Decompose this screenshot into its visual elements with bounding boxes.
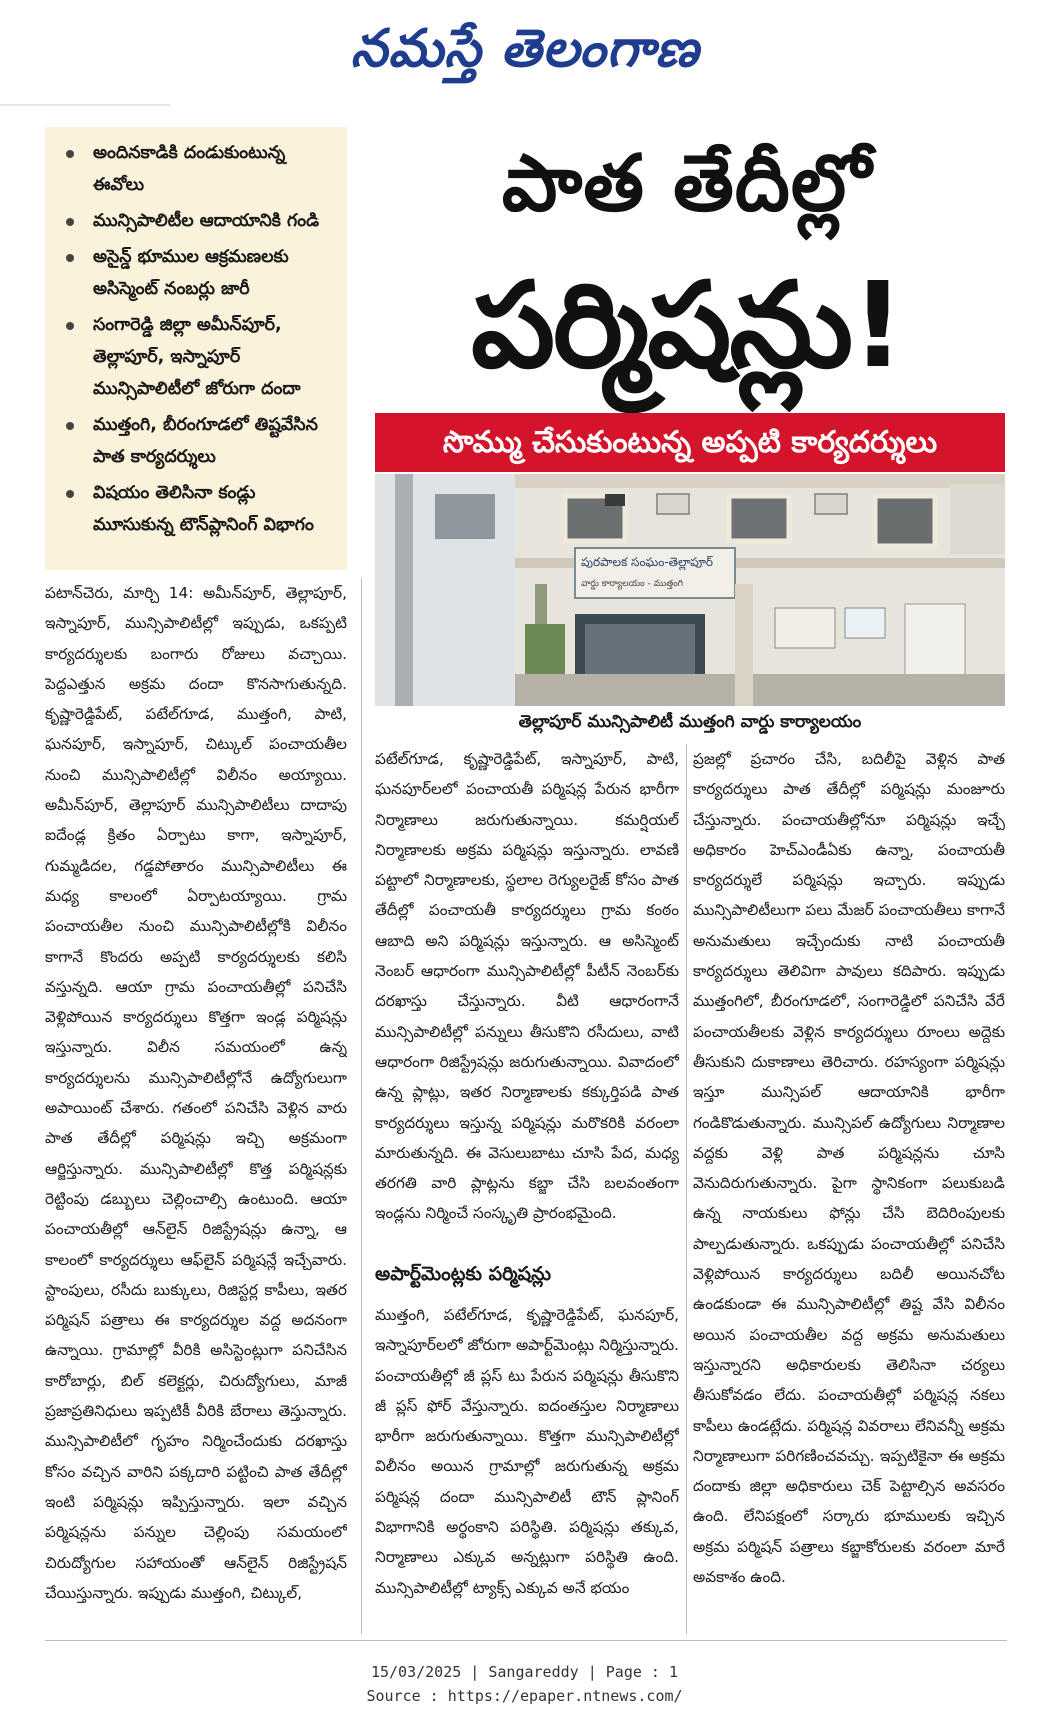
building-photo-illustration — [375, 474, 1005, 706]
highlight-text: సంగారెడ్డి జిల్లా అమీన్‌పూర్‌, తెల్లాపూర్‌, ఇస్నాపూర్‌ మున్సిపాలిటీలో జోరుగా దందా — [93, 315, 301, 399]
bottom-divider — [45, 1640, 1007, 1641]
bullet-icon — [66, 254, 74, 262]
bullet-icon — [66, 322, 74, 330]
photo-board-text-1: పురపాలక సంఘం-తెల్లాపూర్‌ — [581, 555, 714, 569]
bullet-icon — [66, 490, 74, 498]
highlight-item — [59, 477, 339, 541]
masthead-logo: నమస్తే తెలంగాణ — [350, 19, 700, 79]
headline-line-2: పర్మిషన్లు! — [471, 256, 903, 394]
highlight-text: మున్సిపాలిటీల ఆదాయానికి గండి — [93, 211, 320, 231]
divider — [0, 104, 170, 106]
headline-line-1: పాత తేదీల్లో — [501, 139, 873, 229]
footer-source-line: Source : https://epaper.ntnews.com/ — [366, 1687, 683, 1705]
highlight-item — [59, 309, 339, 405]
column-divider — [361, 578, 362, 1634]
article-column-3: ప్రజల్లో ప్రచారం చేసి, బదిలీపై వెళ్లిన పాత కార్యదర్శులు పాత తేదీల్లో పర్మిషన్లు మంజూరు చేస్తున్నారు. పంచాయతీల్లోనూ పర్మిషన్లు ఇచ్చే అధికారం హెచ్‌ఎండీఏకు ఉన్నా, పంచాయతీ కార్యదర్శులే పర్మిషన్లు ఇచ్చారు. ఇప్పుడు మున్సిపాలిటీలుగా పలు మేజర్‌ పంచాయతీలు కాగానే అనుమతులు ఇచ్చేందుకు నాటి పంచాయతీ కార్యదర్శులు తెలివిగా పావులు కదిపారు. ఇప్పుడు ముత్తంగిలో, బీరంగూడలో, సంగారెడ్డిలో పనిచేసి వేరే పంచాయతీలకు వెళ్లిన కార్యదర్శులు రూంలు అద్దెకు తీసుకుని దుకాణాలు తెరిచారు. రహస్యంగా పర్మిషన్లు ఇస్తూ మున్సిపల్‌ ఆదాయానికి భారీగా గండికొడుతున్నారు. మున్సిపల్‌ ఉద్యోగులు నిర్మాణాల వద్దకు వెళ్లి పాత పర్మిషన్లను చూసి వెనుదిరుగుతున్నారు. పైగా స్థానికంగా పలుకుబడి ఉన్న నాయకులు ఫోన్లు చేసి బెదిరింపులకు పాల్పడుతున్నారు. ఒకప్పుడు పంచాయతీల్లో పనిచేసి వెళ్లిపోయిన కార్యదర్శులు బదిలీ అయినచోట ఉండకుండా ఈ మున్సిపాలిటీల్లో తిష్ట వేసి విలీనం అయిన పంచాయతీల వద్ద అక్రమ అనుమతులు ఇస్తున్నారని అధికారులకు తెలిసినా చర్యలు తీసుకోవడం లేదు. పంచాయతీల్లో పర్మిషన్ల నకలు కాపీలు ఉండట్లేదు. పర్మిషన్ల వివరాలు లేనివన్నీ అక్రమ నిర్మాణాలుగా పరిగణించవచ్చు. ఇప్పటికైనా ఈ అక్రమ దందాకు జిల్లా అధికారులు చెక్‌ పెట్టాల్సిన అవసరం ఉంది. లేనిపక్షంలో సర్కారు భూములకు ఇచ్చిన అక్రమ పర్మిషన్‌ పత్రాలు కబ్జాకోరులకు వరంలా మారే అవకాశం ఉంది. — [693, 750, 1005, 1587]
article-column-2: పటేల్‌గూడ, కృష్ణారెడ్డిపేట్‌, ఇస్నాపూర్‌, పాటి, ఘనపూర్‌లలో పంచాయతీ పర్మిషన్ల పేరున భారీగా నిర్మాణాలు జరుగుతున్నాయి. కమర్షియల్‌ నిర్మాణాలకు అక్రమ పర్మిషన్లు ఇస్తున్నారు. లావణి పట్టాలో నిర్మాణాలకు, స్థలాల రెగ్యులరైజ్‌ కోసం పాత తేదీల్లో పంచాయతీ కార్యదర్శులు గ్రామ కంఠం ఆబాది అని పర్మిషన్లు ఇస్తున్నారు. ఆ అసిస్మెంట్‌ నెంబర్‌ ఆధారంగా మున్సిపాలిటీల్లో పీటీన్‌ నెంబర్‌కు దరఖాస్తు చేస్తున్నారు. వీటి ఆధారంగానే మున్సిపాలిటీల్లో పన్నులు తీసుకొని రసీదులు, వాటి ఆధారంగా రిజిస్ట్రేషన్లు జరుగుతున్నాయి. వివాదంలో ఉన్న ప్లాట్లు, ఇతర నిర్మాణాలకు కక్కుర్తిపడి పాత కార్యదర్శులు ఇస్తున్న పర్మిషన్లు మరొకరికి వరంలా మారుతున్నది. ఈ వెసులుబాటు చూసి పేద, మధ్య తరగతి వారి ప్లాట్లను కబ్జా చేసి బలవంతంగా ఇండ్లను నిర్మించే సంస్కృతి ప్రారంభమైంది. — [375, 750, 679, 1223]
highlight-item — [59, 409, 339, 473]
highlight-text: అందినకాడికి దండుకుంటున్న ఈవోలు — [93, 143, 286, 195]
highlights-box — [45, 127, 347, 570]
bullet-icon — [66, 150, 74, 158]
highlight-item — [59, 241, 339, 305]
photo-board-text-2: వార్డు కార్యాలయం - ముత్తంగి — [581, 579, 684, 589]
highlight-item — [59, 137, 339, 201]
article-column-2-continued: ముత్తంగి, పటేల్‌గూడ, కృష్ణారెడ్డిపేట్‌, ఘనపూర్‌, ఇస్నాపూర్‌లలో జోరుగా అపార్ట్‌మెంట్లు నిర్మిస్తున్నారు. పంచాయతీల్లో జీ ప్లస్‌ టు పేరున పర్మిషన్లు తీసుకొని జీ ప్లస్‌ ఫోర్‌ వేస్తున్నారు. ఐదంతస్తుల నిర్మాణాలు భారీగా జరుగుతున్నాయి. కొత్తగా మున్సిపాలిటీల్లో విలీనం అయిన గ్రామాల్లో జరుగుతున్న అక్రమ పర్మిషన్ల దందా మున్సిపాలిటీ టౌన్‌ ప్లానింగ్‌ విభాగానికి అర్థంకాని పరిస్థితి. పర్మిషన్లు తక్కువ, నిర్మాణాలు ఎక్కువ అన్నట్లుగా పరిస్థితి ఉంది. మున్సిపాలిటీల్లో ట్యాక్స్‌ ఎక్కువ అనే భయం — [375, 1306, 679, 1597]
bullet-icon — [66, 422, 74, 430]
photo-caption: తెల్లాపూర్‌ మున్సిపాలిటీ ముత్తంగి వార్డు కార్యాలయం — [518, 712, 862, 732]
article-column-1: పటాన్‌చెరు, మార్చి 14: అమీన్‌పూర్‌, తెల్లాపూర్‌, ఇస్నాపూర్‌, మున్సిపాలిటీల్లో ఇప్పుడు, ఒకప్పటి కార్యదర్శులకు బంగారు రోజులు వచ్చాయి. పెద్దఎత్తున అక్రమ దందా కొనసాగుతున్నది. కృష్ణారెడ్డిపేట్‌, పటేల్‌గూడ, ముత్తంగి, పాటి, ఘనపూర్‌, ఇస్నాపూర్‌, చిట్కుల్‌ పంచాయతీల నుంచి మున్సిపాలిటీల్లో విలీనం అయ్యాయి. అమీన్‌పూర్‌, తెల్లాపూర్‌ మున్సిపాలిటీలు దాదాపు ఐదేండ్ల క్రితం ఏర్పాటు కాగా, ఇస్నాపూర్‌, గుమ్మడిదల, గడ్డపోతారం మున్సిపాలిటీలు ఈ మధ్య కాలంలో ఏర్పాటయ్యాయి. గ్రామ పంచాయతీల నుంచి మున్సిపాలిటీల్లోకి విలీనం కాగానే కొందరు అప్పటి కార్యదర్శులకు కలిసి వస్తున్నది. ఆయా గ్రామ పంచాయతీల్లో పనిచేసి వెళ్లిపోయిన కార్యదర్శులు కొత్తగా ఇండ్ల పర్మిషన్లు ఇస్తున్నారు. విలీన సమయంలో ఉన్న కార్యదర్శులను మున్సిపాలిటీల్లోనే ఉద్యోగులుగా అపాయింట్‌ చేశారు. గతంలో పనిచేసి వెళ్లిన వారు పాత తేదీల్లో పర్మిషన్లు ఇచ్చి అక్రమంగా ఆర్జిస్తున్నారు. మున్సిపాలిటీల్లో కొత్త పర్మిషన్లకు రెట్టింపు డబ్బులు చెల్లించాల్సి ఉంటుంది. ఆయా పంచాయతీల్లో ఆన్‌లైన్‌ రిజిస్ట్రేషన్లు ఉన్నా, ఆ కాలంలో కార్యదర్శులు ఆఫ్‌లైన్‌ పర్మిషన్లే ఇచ్చేవారు. స్టాంపులు, రసీదు బుక్కులు, రిజిస్టర్ల కాపీలు, ఇతర పర్మిషన్‌ పత్రాలు ఈ కార్యదర్శుల వద్ద అదనంగా ఉన్నాయి. గ్రామాల్లో వీరికి అసిస్టెంట్లుగా పనిచేసిన కారోబార్లు, బిల్‌ కలెక్టర్లు, చిరుద్యోగులు, మాజీ ప్రజాప్రతినిధులు ఇప్పటికీ వీరికి బేరాలు తెస్తున్నారు. మున్సిపాలిటీలో గృహం నిర్మించేందుకు దరఖాస్తు కోసం వచ్చిన వారిని పక్కదారి పట్టించి పాత తేదీల్లో ఇంటి పర్మిషన్లు ఇప్పిస్తున్నారు. ఇలా వచ్చిన పర్మిషన్లను పన్నుల చెల్లింపు సమయంలో చిరుద్యోగుల సహాయంతో ఆన్‌లైన్‌ రిజిస్ట్రేషన్‌ చేయిస్తున్నారు. ఇప్పుడు ముత్తంగి, చిట్కుల్‌, — [45, 584, 347, 1602]
highlight-text: విషయం తెలిసినా కండ్లు మూసుకున్న టౌన్‌ప్లానింగ్‌ విభాగం — [93, 483, 314, 535]
highlight-item — [59, 205, 339, 237]
news-photo — [375, 474, 1005, 706]
subheadline-banner: సొమ్ము చేసుకుంటున్న అప్పటి కార్యదర్శులు — [375, 413, 1005, 472]
highlight-text: ముత్తంగి, బీరంగూడలో తిష్టవేసిన పాత కార్యదర్శులు — [93, 415, 318, 467]
headline — [367, 128, 1007, 418]
bullet-icon — [66, 218, 74, 226]
column-divider — [686, 744, 687, 1634]
highlight-text: అసైన్డ్‌ భూముల ఆక్రమణలకు అసిస్మెంట్‌ నంబర్లు జారీ — [93, 247, 289, 299]
footer-date-line: 15/03/2025 | Sangareddy | Page : 1 — [370, 1663, 679, 1681]
page-footer — [0, 1660, 1049, 1708]
article-subheading: అపార్ట్‌మెంట్లకు పర్మిషన్లు — [375, 1263, 552, 1285]
